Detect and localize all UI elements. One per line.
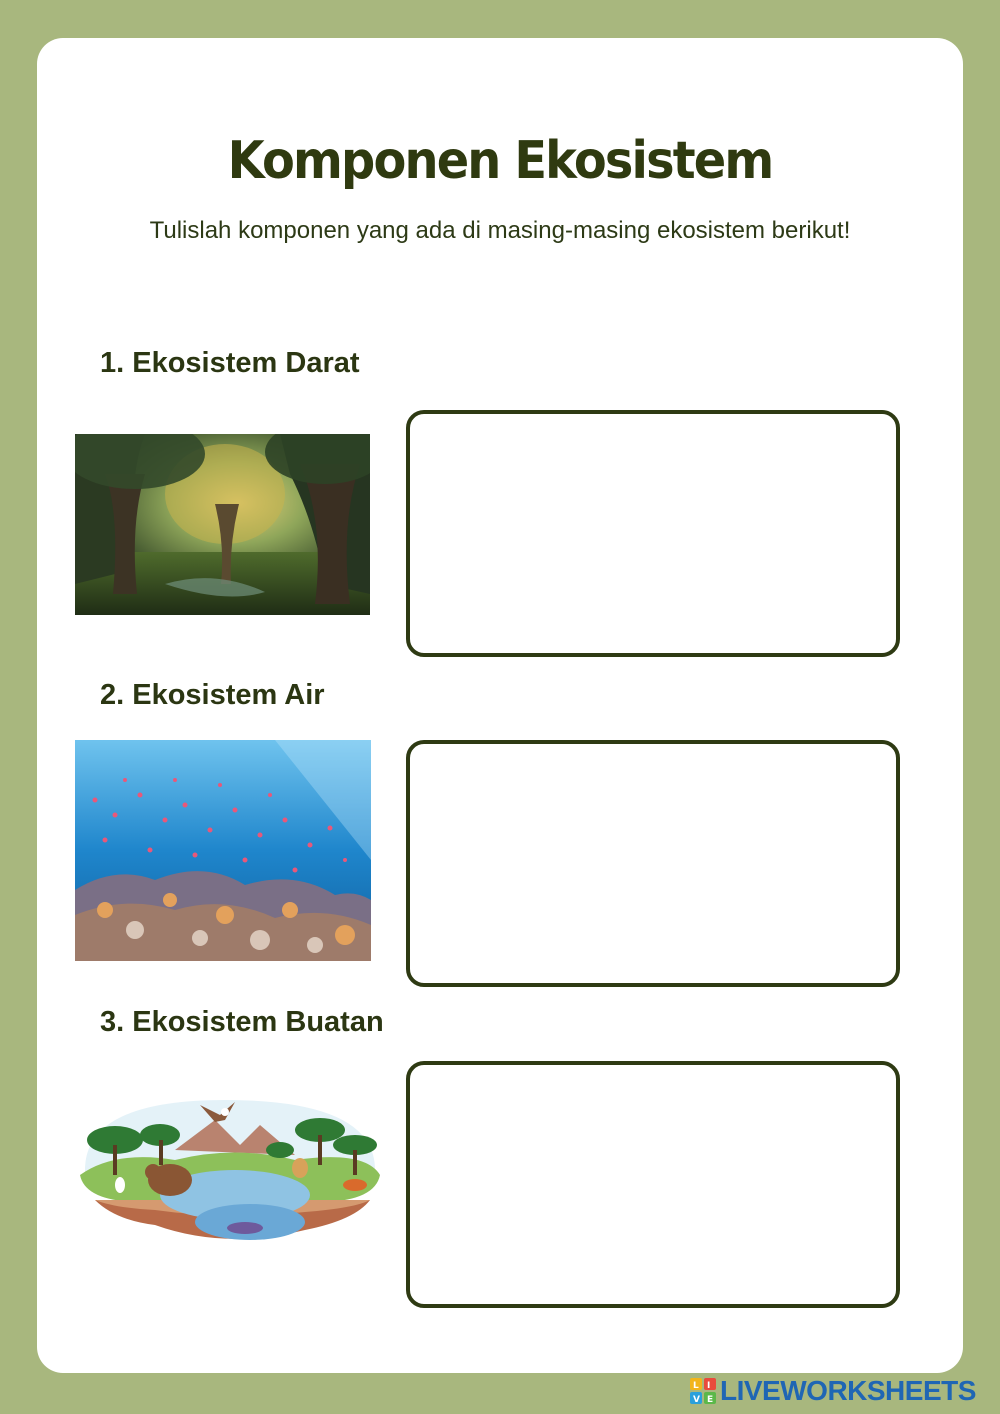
coral-reef-photo — [75, 740, 371, 961]
section-heading-buatan: 3. Ekosistem Buatan — [100, 1006, 384, 1038]
brand-icon-letter: V — [693, 1395, 700, 1404]
brand-name: LIVEWORKSHEETS — [720, 1375, 976, 1406]
answer-box-air[interactable] — [406, 740, 900, 987]
answer-box-buatan[interactable] — [406, 1061, 900, 1308]
instruction-text: Tulislah komponen yang ada di masing-masing ekosistem berikut! — [149, 217, 851, 244]
brand-icon-letter: I — [707, 1381, 711, 1391]
section-heading-air: 2. Ekosistem Air — [100, 679, 325, 711]
brand-icon-letter: L — [693, 1381, 699, 1391]
liveworksheets-icon — [690, 1378, 716, 1404]
page-title: Komponen Ekosistem — [227, 131, 773, 191]
ecosystem-illustration — [75, 1090, 385, 1260]
section-heading-darat: 1. Ekosistem Darat — [100, 347, 360, 379]
brand-icon-letter: E — [707, 1395, 714, 1404]
answer-box-darat[interactable] — [406, 410, 900, 657]
liveworksheets-logo — [690, 1376, 976, 1406]
forest-photo — [75, 434, 370, 615]
